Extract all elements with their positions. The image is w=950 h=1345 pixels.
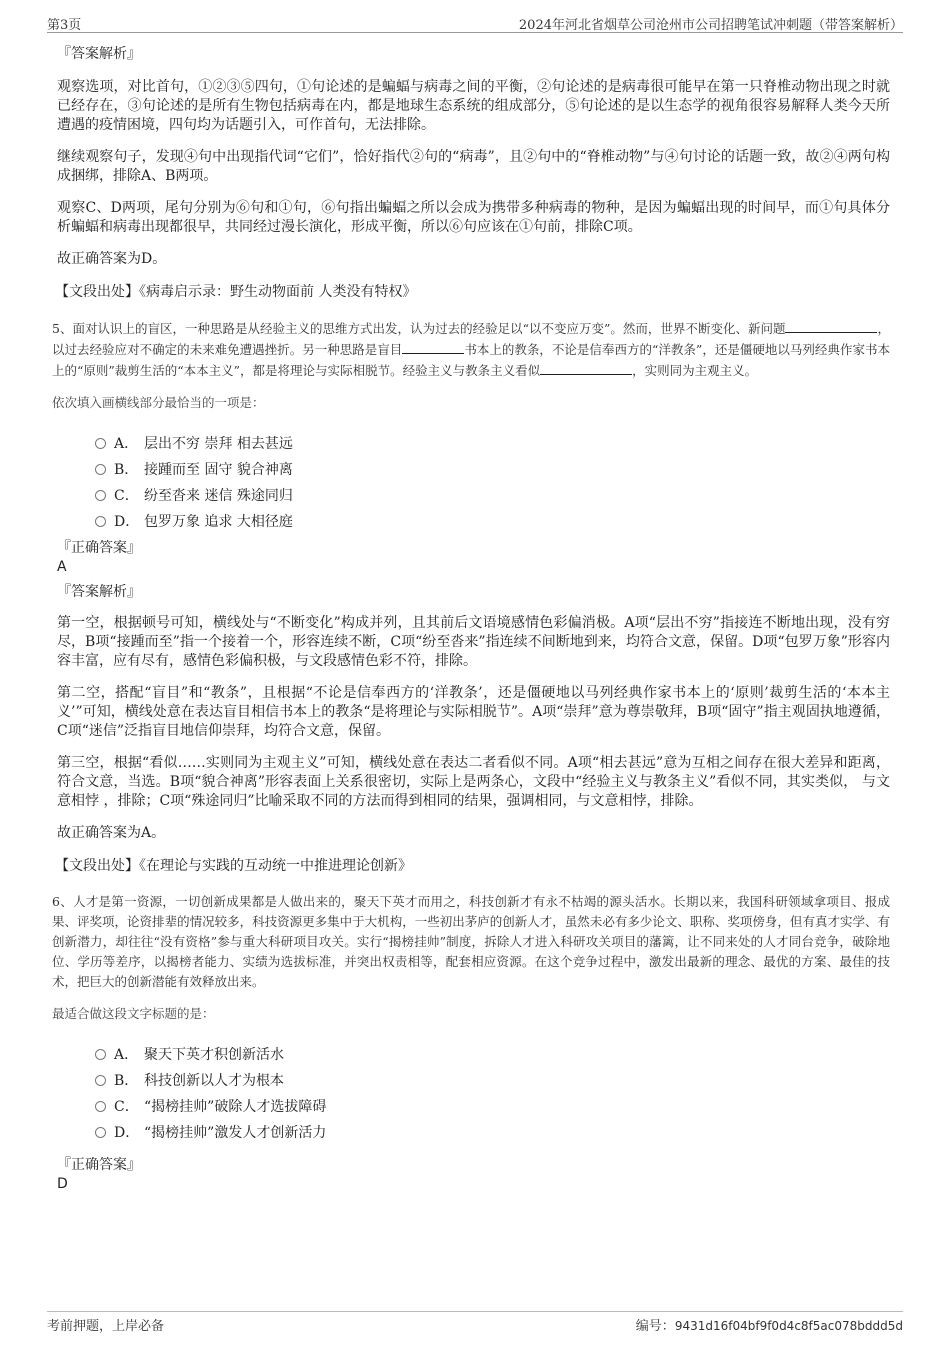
page-content: [52, 44, 890, 1199]
q5-analysis-paragraph: 第二空，搭配“盲目”和“教条”，且根据“不论是信奉西方的‘洋教条’，还是僵硬地以马列经典作家书本上的‘原则’裁剪生活的‘本本主义’”可知，横线处意在表达盲目相信书本上的教条“是将理论与实际相脱节”。A项“崇拜”意为尊崇敬拜，B项“固守”指主观固执地遵循，C项“迷信”泛指盲目地信仰崇拜，均符合文意，保留。: [57, 685, 890, 739]
footer-slogan: 考前押题，上岸必备: [47, 1319, 165, 1334]
radio-icon[interactable]: [95, 1049, 106, 1060]
q6-answer: D: [57, 1176, 68, 1192]
radio-icon[interactable]: [95, 1101, 106, 1112]
page-number: 第3页: [47, 18, 82, 33]
q5-answer: A: [57, 559, 67, 575]
q4-analysis-paragraph: 观察C、D两项，尾句分别为⑥句和①句，⑥句指出蝙蝠之所以会成为携带多种病毒的物种，是因为蝙蝠出现的时间早，而①句具体分析蝙蝠和病毒出现都很早，共同经过漫长演化，形成平衡，所以⑥句应该在①句前，排除C项。: [57, 200, 890, 235]
q5-option-c[interactable]: C． 纷至沓来 迷信 殊途同归: [95, 483, 890, 509]
fill-blank-1: [785, 318, 877, 333]
radio-icon[interactable]: [95, 516, 106, 527]
q4-source: 【文段出处】《病毒启示录：野生动物面前 人类没有特权》: [55, 284, 417, 300]
q4-conclusion: 故正确答案为D。: [57, 251, 167, 267]
q5-analysis-paragraph: 第一空，根据顿号可知，横线处与“不断变化”构成并列，且其前后文语境感情色彩偏消极。A项“层出不穷”指接连不断地出现，没有穷尽，B项“接踵而至”指一个接着一个，形容连续不断，C项“纷至沓来”指连续不间断地到来，均符合文意，保留。D项“包罗万象”形容内容丰富，应有尽有，感情色彩偏积极，与文段感情色彩不符，排除。: [57, 615, 890, 669]
q5-option-d[interactable]: D． 包罗万象 追求 大相径庭: [95, 509, 890, 535]
radio-icon[interactable]: [95, 464, 106, 475]
q6-option-b[interactable]: B． 科技创新以人才为根本: [95, 1068, 890, 1094]
q5-prompt: 依次填入画横线部分最恰当的一项是：: [52, 395, 265, 410]
q5-analysis-label: 『答案解析』: [57, 584, 141, 600]
q4-analysis-label: 『答案解析』: [57, 46, 141, 62]
q5-conclusion: 故正确答案为A。: [57, 825, 166, 841]
radio-icon[interactable]: [95, 1127, 106, 1138]
fill-blank-3: [540, 360, 632, 375]
q6-answer-label: 『正确答案』: [57, 1157, 141, 1173]
q6-prompt: 最适合做这段文字标题的是：: [52, 1006, 215, 1021]
footer-code: 编号：9431d16f04bf9f0d4c8f5ac078bddd5d: [635, 1319, 903, 1334]
q6-option-c[interactable]: C． “揭榜挂帅”破除人才选拔障碍: [95, 1094, 890, 1120]
q5-option-b[interactable]: B． 接踵而至 固守 貌合神离: [95, 457, 890, 483]
radio-icon[interactable]: [95, 438, 106, 449]
fill-blank-2: [402, 339, 464, 354]
page-footer: [47, 1311, 903, 1334]
q6-option-d[interactable]: D． “揭榜挂帅”激发人才创新活力: [95, 1120, 890, 1146]
q5-answer-label: 『正确答案』: [57, 540, 141, 556]
radio-icon[interactable]: [95, 490, 106, 501]
q5-source: 【文段出处】《在理论与实践的互动统一中推进理论创新》: [55, 858, 412, 874]
document-title: 2024年河北省烟草公司沧州市公司招聘笔试冲刺题（带答案解析）: [518, 18, 903, 33]
q5-analysis-paragraph: 第三空，根据“看似……实则同为主观主义”可知，横线处意在表达二者看似不同。A项“相去甚远”意为互相之间存在很大差异和距离，符合文意，当选。B项“貌合神离”形容表面上关系很密切，实际上是两条心，文段中“经验主义与教条主义”看似不同，其实类似， 与文意相悖 ，排除；C项“殊途同归”比喻采取不同的方法而得到相同的结果，强调相同，与文意相悖，排除。: [57, 755, 890, 809]
q6-option-a[interactable]: A． 聚天下英才积创新活水: [95, 1042, 890, 1068]
q5-stem: 5、面对认识上的盲区，一种思路是从经验主义的思维方式出发，认为过去的经验足以“以不变应万变”。然而，世界不断变化、新问题 ，以过去经验应对不确定的未来难免遭遇挫折。另一种思路是盲目 书本上的教条，不论是信奉西方的“洋教条”，还是僵硬地以马列经典作家书本上的“原则”裁剪生活的“本本主义”，都是将理论与实际相脱节。经验主义与教条主义看似 ，实则同为主观主义。: [52, 318, 890, 381]
q4-analysis-paragraph: 继续观察句子，发现④句中出现指代词“它们”，恰好指代②句的“病毒”，且②句中的“脊椎动物”与④句讨论的话题一致，故②④两句构成捆绑，排除A、B两项。: [57, 149, 890, 184]
page-header: [47, 12, 903, 33]
q5-option-a[interactable]: A． 层出不穷 崇拜 相去甚远: [95, 431, 890, 457]
q6-stem: 6、人才是第一资源，一切创新成果都是人做出来的，聚天下英才而用之，科技创新才有永不枯竭的源头活水。长期以来，我国科研领域拿项目、报成果、评奖项，论资排辈的情况较多，科技资源更多集中于大机构，一些初出茅庐的创新人才，虽然未必有多少论文、职称、奖项傍身，但有真才实学、有创新潜力，却往往“没有资格”参与重大科研项目攻关。实行“揭榜挂帅”制度，拆除人才进入科研攻关项目的藩篱，让不同来处的人才同台竞争，破除地位、学历等差序，以揭榜者能力、实绩为选拔标准，并突出权责相等，配套相应资源。在这个竞争过程中，激发出最新的理念、最优的方案、最佳的技术，把巨大的创新潜能有效释放出来。: [52, 894, 890, 989]
radio-icon[interactable]: [95, 1075, 106, 1086]
q4-analysis-paragraph: 观察选项，对比首句，①②③⑤四句，①句论述的是蝙蝠与病毒之间的平衡，②句论述的是病毒很可能早在第一只脊椎动物出现之时就已经存在，③句论述的是所有生物包括病毒在内，都是地球生态系统的组成部分，⑤句论述的是以生态学的视角很容易解释人类今天所遭遇的疫情困境，四句均为话题引入，可作首句，无法排除。: [57, 79, 890, 133]
